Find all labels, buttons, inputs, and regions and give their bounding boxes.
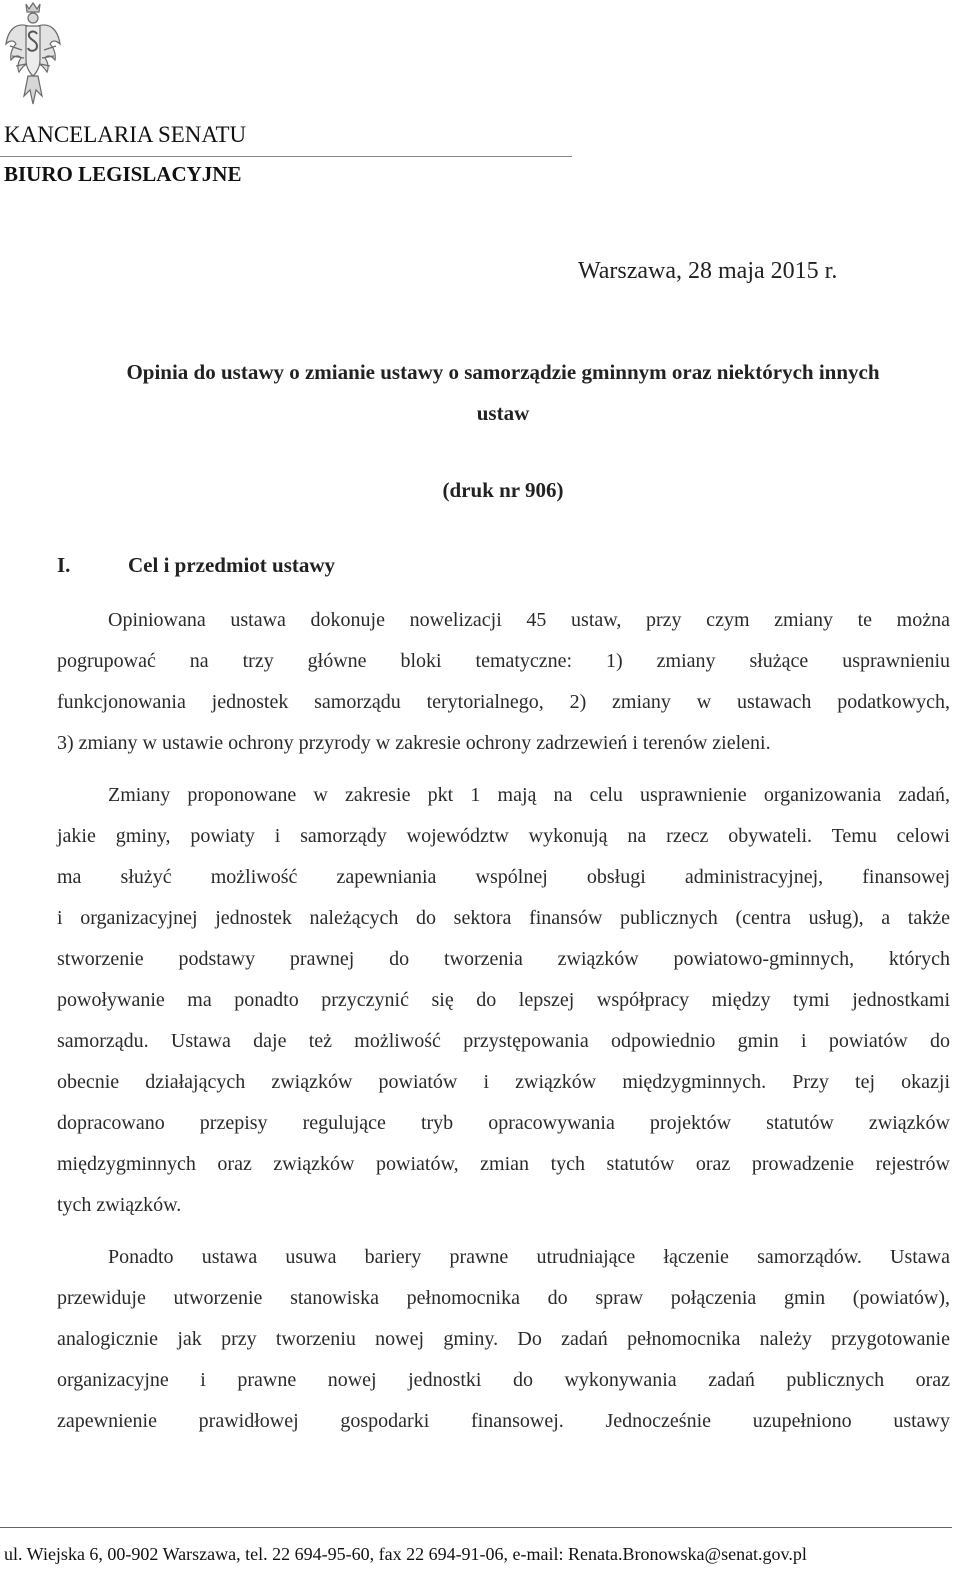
paragraph-2-line-3: ma służyć możliwość zapewniania wspólnej obsługi administracyjnej, finansowej [57, 866, 950, 888]
org-name: KANCELARIA SENATU [4, 122, 247, 147]
section-number: I. [57, 553, 71, 577]
paragraph-2-line-11: tych związków. [57, 1194, 182, 1216]
document-title-line2: ustaw [476, 401, 530, 425]
document-title-line1: Opinia do ustawy o zmianie ustawy o samorządzie gminnym oraz niektórych innych [126, 360, 880, 384]
document-date: Warszawa, 28 maja 2015 r. [578, 258, 838, 284]
paragraph-3-line-3: analogicznie jak przy tworzeniu nowej gminy. Do zadań pełnomocnika należy przygotowanie [57, 1328, 950, 1350]
paragraph-3-line-1: Ponadto ustawa usuwa bariery prawne utrudniające łączenie samorządów. Ustawa [108, 1246, 950, 1268]
paragraph-3-line-2: przewiduje utworzenie stanowiska pełnomocnika do spraw połączenia gmin (powiatów), [57, 1287, 950, 1309]
bureau-name: BIURO LEGISLACYJNE [4, 162, 242, 186]
paragraph-2-line-5: stworzenie podstawy prawnej do tworzenia związków powiatowo-gminnych, których [57, 948, 950, 970]
paragraph-2-line-10: międzygminnych oraz związków powiatów, zmian tych statutów oraz prowadzenie rejestrów [57, 1153, 950, 1175]
paragraph-1-line-4: 3) zmiany w ustawie ochrony przyrody w zakresie ochrony zadrzewień i terenów zieleni. [57, 732, 771, 754]
senate-eagle-emblem-icon [2, 0, 64, 114]
paragraph-2-line-8: obecnie działających związków powiatów i związków międzygminnych. Przy tej okazji [57, 1071, 950, 1093]
footer-divider [0, 1527, 952, 1528]
paragraph-3-line-4: organizacyjne i prawne nowej jednostki do wykonywania zadań publicznych oraz [57, 1369, 950, 1391]
paragraph-2-line-7: samorządu. Ustawa daje też możliwość przystępowania odpowiednio gmin i powiatów do [57, 1030, 950, 1052]
paragraph-3-line-5: zapewnienie prawidłowej gospodarki finansowej. Jednocześnie uzupełniono ustawy [57, 1410, 950, 1432]
druk-number: (druk nr 906) [442, 478, 564, 502]
paragraph-2-line-9: dopracowano przepisy regulujące tryb opracowywania projektów statutów związków [57, 1112, 950, 1134]
footer-contact: ul. Wiejska 6, 00-902 Warszawa, tel. 22 694-95-60, fax 22 694-91-06, e-mail: Renata.Bronowska@senat.gov.pl [4, 1544, 807, 1564]
paragraph-1-line-2: pogrupować na trzy główne bloki tematyczne: 1) zmiany służące usprawnieniu [57, 650, 950, 672]
section-heading: Cel i przedmiot ustawy [128, 553, 336, 577]
paragraph-2-line-2: jakie gminy, powiaty i samorządy województw wykonują na rzecz obywateli. Temu celowi [57, 825, 950, 847]
paragraph-2-line-1: Zmiany proponowane w zakresie pkt 1 mają na celu usprawnienie organizowania zadań, [108, 784, 950, 806]
header-divider [0, 156, 572, 157]
paragraph-2-line-6: powoływanie ma ponadto przyczynić się do lepszej współpracy między tymi jednostkami [57, 989, 950, 1011]
paragraph-2-line-4: i organizacyjnej jednostek należących do sektora finansów publicznych (centra usług), a także [57, 907, 950, 929]
paragraph-1-line-3: funkcjonowania jednostek samorządu terytorialnego, 2) zmiany w ustawach podatkowych, [57, 691, 950, 713]
paragraph-1-line-1: Opiniowana ustawa dokonuje nowelizacji 45 ustaw, przy czym zmiany te można [108, 609, 950, 631]
